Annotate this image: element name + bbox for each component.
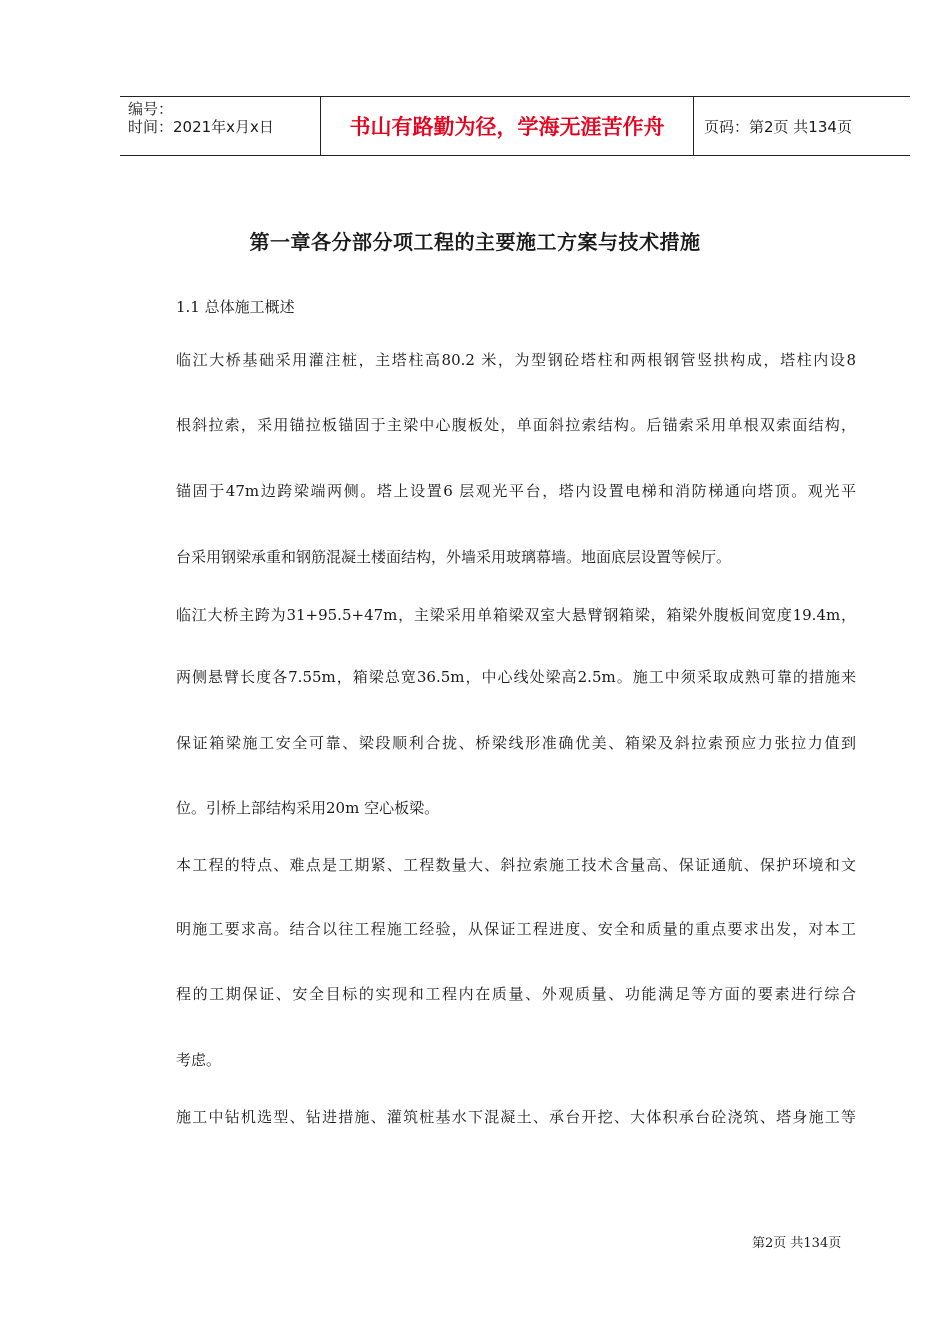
body-line: 两侧悬臂长度各7.55m，箱梁总宽36.5m，中心线处梁高2.5m。施工中须采取成熟可靠的措施来 [176,668,856,686]
time-label: 时间：2021年x月x日 [128,118,274,136]
header-page-code: 页码：第2页 共134页 [704,117,852,136]
section-heading: 1.1 总体施工概述 [176,298,295,316]
body-line: 临江大桥主跨为31+95.5+47m，主梁采用单箱梁双室大悬臂钢箱梁，箱梁外腹板间宽度19.4m， [176,606,856,624]
body-line: 明施工要求高。结合以往工程施工经验，从保证工程进度、安全和质量的重点要求出发，对本工 [176,920,856,938]
page-title: 第一章各分部分项工程的主要施工方案与技术措施 [249,230,701,254]
body-line: 临江大桥基础采用灌注桩，主塔柱高80.2 米，为型钢砼塔柱和两根钢管竖拱构成，塔柱内设8 [176,351,856,369]
header-motto: 书山有路勤为径，学海无涯苦作舟 [321,97,694,155]
body-line: 本工程的特点、难点是工期紧、工程数量大、斜拉索施工技术含量高、保证通航、保护环境和文 [176,856,856,874]
body-line: 根斜拉索，采用锚拉板锚固于主梁中心腹板处，单面斜拉索结构。后锚索采用单根双索面结构， [176,416,856,434]
header-meta-cell [120,97,321,155]
number-label: 编号： [128,100,174,118]
body-line: 保证箱梁施工安全可靠、梁段顺利合拢、桥梁线形准确优美、箱梁及斜拉索预应力张拉力值到 [176,734,856,752]
page-footer: 第2页 共134页 [752,1236,842,1251]
body-line: 考虑。 [176,1051,222,1069]
body-line: 锚固于47m边跨梁端两侧。塔上设置6 层观光平台，塔内设置电梯和消防梯通向塔顶。观光平 [176,482,856,500]
body-line: 台采用钢梁承重和钢筋混凝土楼面结构，外墙采用玻璃幕墙。地面底层设置等候厅。 [176,548,732,566]
body-line: 位。引桥上部结构采用20m 空心板梁。 [176,799,440,817]
body-line: 施工中钻机选型、钻进措施、灌筑桩基水下混凝土、承台开挖、大体积承台砼浇筑、塔身施工等 [176,1108,856,1126]
page-header [120,96,910,156]
body-line: 程的工期保证、安全目标的实现和工程内在质量、外观质量、功能满足等方面的要素进行综合 [176,985,856,1003]
